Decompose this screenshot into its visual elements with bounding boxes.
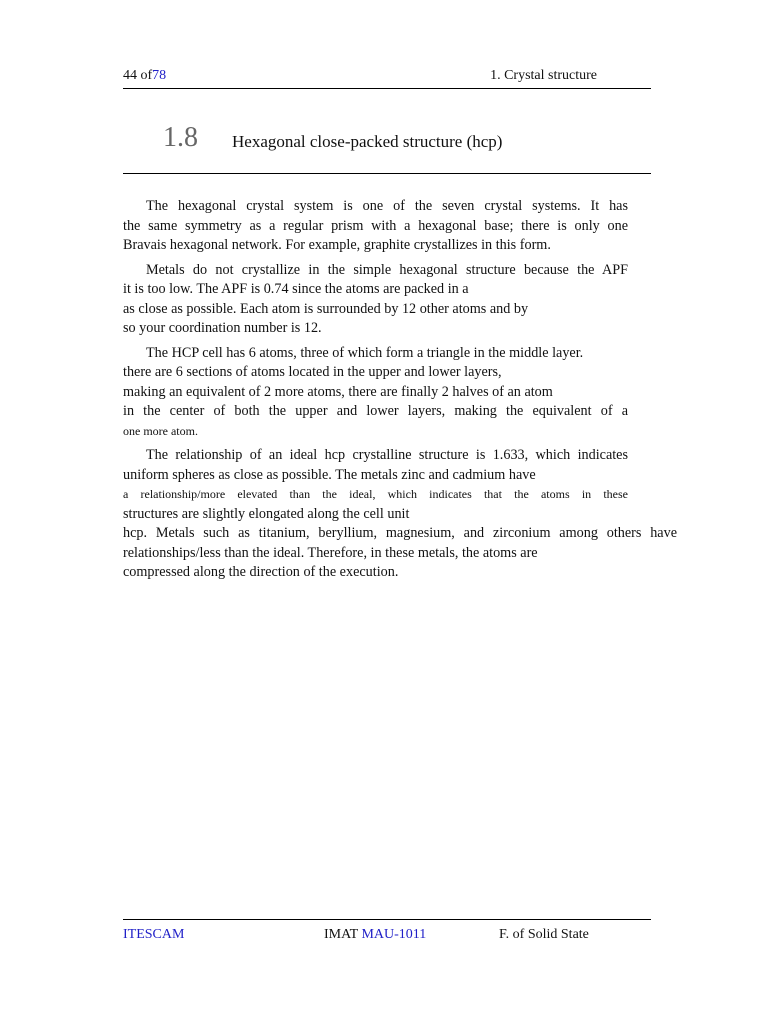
text-line: the same symmetry as a regular prism with a hexagonal base; there is only one bbox=[123, 217, 628, 234]
text-line: as close as possible. Each atom is surrounded by 12 other atoms and by bbox=[123, 300, 529, 317]
page-current: 44 of bbox=[123, 68, 153, 83]
page-header bbox=[123, 68, 651, 89]
course-title: F. of Solid State bbox=[499, 927, 589, 942]
section-number: 1.8 bbox=[163, 122, 198, 153]
page-counter bbox=[123, 68, 166, 84]
course-code bbox=[324, 927, 426, 943]
paragraph-2 bbox=[123, 261, 628, 339]
text-line: so your coordination number is 12. bbox=[123, 320, 322, 336]
section-title: Hexagonal close-packed structure (hcp) bbox=[232, 132, 503, 151]
text-line: a relationship/more elevated than the ideal, which indicates that the atoms in these bbox=[123, 487, 628, 501]
text-line: it is too low. The APF is 0.74 since the atoms are packed in a bbox=[123, 281, 469, 297]
institution-link[interactable]: ITESCAM bbox=[123, 927, 185, 942]
paragraph-1 bbox=[123, 197, 628, 256]
section-heading bbox=[123, 118, 651, 174]
text-line: making an equivalent of 2 more atoms, there are finally 2 halves of an atom bbox=[123, 383, 553, 400]
text-line: hcp. Metals such as titanium, beryllium, magnesium, and zirconium among others have bbox=[123, 525, 677, 541]
text-line: The HCP cell has 6 atoms, three of which form a triangle in the middle layer. bbox=[146, 344, 584, 361]
text-line: uniform spheres as close as possible. The metals zinc and cadmium have bbox=[123, 466, 536, 483]
course-prefix: IMAT bbox=[324, 927, 358, 942]
paragraph-3 bbox=[123, 344, 628, 442]
page-total-link[interactable]: 78 bbox=[152, 68, 167, 83]
text-line: The hexagonal crystal system is one of the seven crystal systems. It has bbox=[146, 198, 628, 214]
text-line: structures are slightly elongated along the cell unit bbox=[123, 505, 410, 522]
course-code-link[interactable]: MAU-1011 bbox=[361, 927, 427, 942]
text-line: there are 6 sections of atoms located in the upper and lower layers, bbox=[123, 364, 502, 380]
chapter-title: 1. Crystal structure bbox=[490, 68, 597, 83]
text-line: in the center of both the upper and lower layers, making the equivalent of a bbox=[123, 403, 628, 419]
text-line: relationships/less than the ideal. Therefore, in these metals, the atoms are bbox=[123, 544, 538, 561]
text-line: The relationship of an ideal hcp crystalline structure is 1.633, which indicates bbox=[146, 447, 628, 463]
text-line: one more atom. bbox=[123, 423, 198, 438]
text-line: Bravais hexagonal network. For example, graphite crystallizes in this form. bbox=[123, 237, 551, 253]
body-text bbox=[123, 197, 677, 588]
page-footer bbox=[123, 919, 651, 944]
paragraph-4 bbox=[123, 446, 677, 583]
text-line: Metals do not crystallize in the simple hexagonal structure because the APF bbox=[146, 261, 628, 278]
text-line: compressed along the direction of the execution. bbox=[123, 564, 399, 580]
